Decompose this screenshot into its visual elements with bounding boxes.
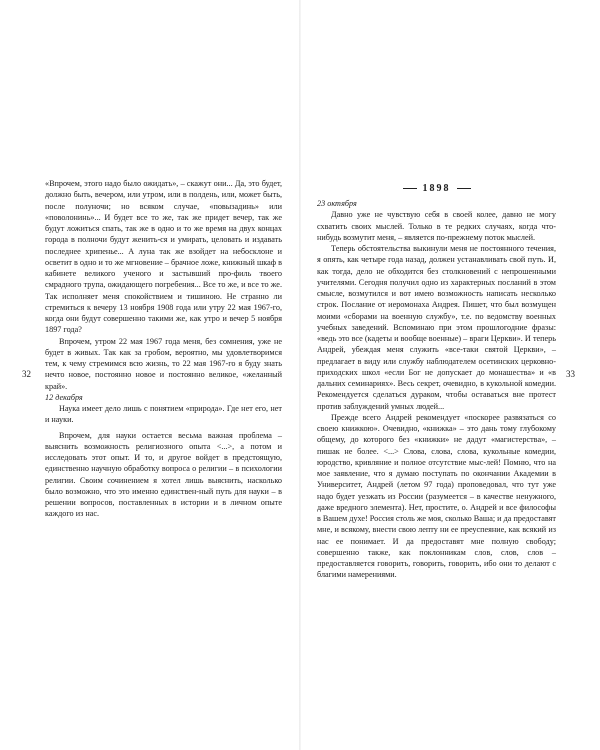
left-paragraph-4: Впрочем, для науки остается весьма важная проблема – выяснить возможность религиозного опыта <...>, а потом и исследовать этот опыт. И то, и другое войдет в предстоящую, единственно научную обработку вопроса о религии – в психологии религии. Своим сочинением я хотел лишь выяснить, насколько было возможно, что это именно единствен-ный путь для науки – в решении вопросов, поставленных в истории и в личном опыте каждого из нас.	[45, 430, 282, 519]
right-page-number: 33	[566, 369, 575, 379]
left-paragraph-1: «Впрочем, этого надо было ожидать», – скажут они... Да, это будет, должно быть, вечером, или утром, или в полдень, или, может быть, после полуночи; но всяком случае, «повызадинь» или «поволонинь»... И будет все то же, так же придет вечер, так же будут ложиться спать, так же в одно и то же время на двух концах города в полночи будут женить-ся и умирать, целовать и издавать последнее хрипенье... А луна так же взойдет на небосклоне и осветит в одно и то же мгновение – брачное ложе, книжный шкаф в кабинете великого ученого и застывший про-филь твоего смрадного трупа, ожидающего погребения... Все то же, и все то же. Так исполняет меня спокойствием и тишиною. Не странно ли стремиться к вечеру 13 ноября 1908 года или утру 22 мая 1967-го, когда они будут совершенно такими же, как утро и вечер 5 ноября 1897 года?	[45, 179, 282, 335]
running-head	[317, 183, 556, 194]
left-paragraph-2: Впрочем, утром 22 мая 1967 года меня, без сомнения, уже не будет в живых. Так как за гробом, вероятно, мы удовлетворимся тем, к чему стремимся всю жизнь, то 22 мая 1967-го я буду знать нечто новое, постоянно новое и постоянно великое, «желанный край».	[45, 336, 282, 391]
book-gutter	[299, 0, 301, 750]
left-paragraph-3: Наука имеет дело лишь с понятием «природа». Где нет его, нет и науки.	[45, 404, 282, 425]
right-paragraph-2: Теперь обстоятельства выкинули меня не постоянного течения, я опять, как четыре года назад, должен устанавливать свой путь. И, как тогда, дело не обходится без столкновений с непрошенными учителями. Сегодня получил одно из характерных посланий в этом смысле, возмутился и вот имею возможность написать несколько строк. Послание от иеромонаха Андрея. Пишет, что был возмущен моими «сборами на военную службу», т.е. по ведомству военных учебных заведений. Вспоминаю при этом прошлогодние фразы: «ведь это все (кадеты и вообще военные) – враги Церкви». И теперь Андрей, убеждая меня служить «все-таки святой Церкви», – предлагает в виду или службу наблюдателем осетинских церковно-приходских школ «если Бог не допускает до монашества» и «в дальних семинариях». Весь секрет, очевидно, в кукольной комедии. Рекомендуется сделаться дураком, чтобы оставаться вне протест против заблуждений умных людей...	[317, 244, 556, 411]
right-page-text	[317, 198, 556, 581]
running-head-year: 1898	[422, 183, 451, 194]
left-page-text	[45, 178, 282, 520]
right-date-entry: 23 октября	[317, 199, 357, 208]
right-paragraph-1: Давно уже не чувствую себя в своей колее, давно не могу схватить своих мыслей. Только в те редких случаях, когда что-нибудь возмутит меня, – является по-прежнему поток мыслей.	[317, 210, 556, 242]
left-page-number: 32	[22, 369, 31, 379]
right-paragraph-3: Прежде всего Андрей рекомендует «поскорее развязаться со своею книжкою». Очевидно, «книжка» – это дань тому глубокому общему, до которого без «книжки» не дадут «магистерства», – пишак не более. <...> Слова, слова, слова, кукольные комедии, юродство, кривляние и полное отсутствие мыс-лей! Помню, что на мое заявление, что я думаю поступать по окончании Академии в Университет, Андрей (летом 97 года) проповедовал, что тут уже надо будет уезжать из России (разумеется – в качестве ненужного, даже вредного элемента). Нет, простите, о. Андрей и все философы в Вашем духе! Россия столь же моя, сколько Ваша; и да предоставят мне, и всякому, внести свою лепту ни ее преуспеяние, как всякий из нас ее понимает. И да предоставят мне полную свободу; совершенно также, как поклонникам слов, слов, слов – предоставляется говорить, говорить, говорить, ибо они то делают с благими намерениями.	[317, 412, 556, 580]
running-head-dash-left	[403, 188, 417, 189]
running-head-dash-right	[457, 188, 471, 189]
left-date-entry: 12 декабря	[45, 392, 83, 402]
